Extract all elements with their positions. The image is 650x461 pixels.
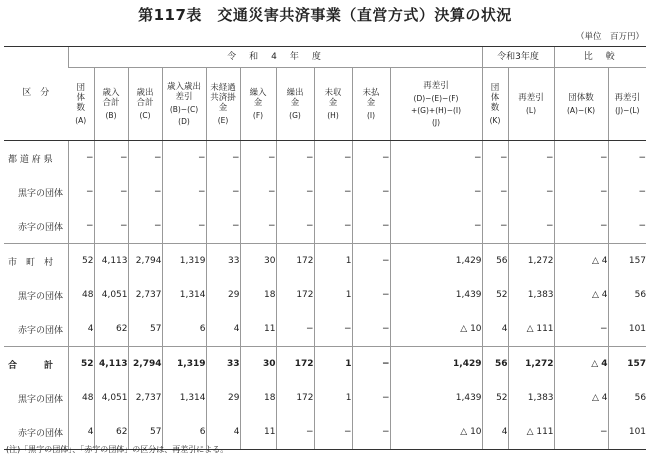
table-cell: 157 — [608, 244, 646, 279]
column-header — [128, 68, 162, 141]
table-cell: 11 — [240, 312, 276, 347]
table-cell: 52 — [482, 278, 508, 312]
table-cell: − — [352, 347, 390, 382]
table-cell: − — [276, 141, 314, 176]
table-cell: 172 — [276, 278, 314, 312]
table-cell: △ 10 — [390, 415, 482, 450]
row-label: 黒字の団体 — [18, 188, 64, 199]
table-cell: − — [206, 209, 240, 244]
column-header — [276, 68, 314, 141]
table-cell: − — [94, 209, 128, 244]
table-cell: 56 — [608, 278, 646, 312]
table-cell: 101 — [608, 415, 646, 450]
table-cell: − — [206, 141, 240, 176]
table-cell: − — [352, 244, 390, 279]
table-cell: − — [240, 141, 276, 176]
table-cell: − — [352, 415, 390, 450]
table-cell: 1,439 — [390, 381, 482, 415]
table-cell: − — [554, 415, 608, 450]
table-cell: − — [240, 175, 276, 209]
group-header-current: 令 和 4 年 度 — [68, 47, 482, 68]
column-header — [390, 68, 482, 141]
table-cell: − — [162, 141, 206, 176]
column-header — [94, 68, 128, 141]
column-header-label: 繰出金 — [286, 87, 304, 108]
table-cell: − — [608, 175, 646, 209]
table-cell: 56 — [482, 244, 508, 279]
table-cell: − — [94, 175, 128, 209]
row-label: 合 計 — [4, 347, 68, 382]
page-title: 第117表 交通災害共済事業（直営方式）決算の状況 — [138, 6, 512, 24]
table-cell: − — [128, 175, 162, 209]
table-cell: △ 4 — [554, 347, 608, 382]
column-header-label: 歳入合計 — [102, 87, 120, 108]
table-cell: − — [482, 209, 508, 244]
row-label: 赤字の団体 — [18, 325, 64, 336]
table-cell: 1,439 — [390, 278, 482, 312]
table-cell: 4,051 — [94, 381, 128, 415]
table-cell: 4 — [482, 312, 508, 347]
table-cell: 57 — [128, 415, 162, 450]
table-cell: 1,429 — [390, 244, 482, 279]
table-cell: − — [94, 141, 128, 176]
table-cell: − — [554, 312, 608, 347]
table-cell: 4 — [68, 312, 94, 347]
column-header-label: 未収金 — [324, 87, 342, 108]
column-header-code: (K) — [489, 116, 501, 126]
column-header — [68, 68, 94, 141]
table-cell: 172 — [276, 347, 314, 382]
table-cell: − — [314, 175, 352, 209]
table-cell: − — [314, 209, 352, 244]
table-row — [4, 312, 646, 347]
column-header — [352, 68, 390, 141]
row-label: 市 町 村 — [4, 244, 68, 279]
group-header-compare: 比 較 — [554, 47, 646, 68]
group-header-prev: 令和3年度 — [482, 47, 554, 68]
column-header-code: (C) — [139, 111, 151, 121]
table-cell: 33 — [206, 347, 240, 382]
column-header-code: +(G)+(H)−(I) — [410, 106, 462, 116]
row-label: 黒字の団体 — [18, 291, 64, 302]
column-header-code: (H) — [327, 111, 339, 121]
column-header-label: 再差引 — [518, 92, 544, 103]
table-cell: △ 10 — [390, 312, 482, 347]
unit-label: （単位 百万円） — [575, 32, 644, 42]
column-header-code: (I) — [366, 111, 376, 121]
table-cell: 2,794 — [128, 347, 162, 382]
column-header-code: (B) — [105, 111, 117, 121]
header-group-row — [4, 47, 646, 68]
table-row — [4, 141, 646, 176]
table-cell: 52 — [482, 381, 508, 415]
table-cell: 2,737 — [128, 381, 162, 415]
table-cell: − — [608, 141, 646, 176]
column-header-code: (J)−(L) — [615, 106, 640, 116]
table-cell: 33 — [206, 244, 240, 279]
table-cell: − — [352, 381, 390, 415]
table-cell: − — [352, 175, 390, 209]
table-cell: 4,113 — [94, 244, 128, 279]
table-cell: − — [128, 209, 162, 244]
table-row — [4, 347, 646, 382]
table-cell: 6 — [162, 415, 206, 450]
table-cell: 57 — [128, 312, 162, 347]
table-cell: 1,383 — [508, 278, 554, 312]
table-cell: 1,319 — [162, 347, 206, 382]
table-cell: 52 — [68, 347, 94, 382]
table-cell: 4,113 — [94, 347, 128, 382]
column-header-code: (D)−(E)−(F) — [413, 94, 459, 104]
column-header — [240, 68, 276, 141]
table-cell: 1,314 — [162, 381, 206, 415]
column-header-label: 団体数 — [490, 82, 500, 114]
row-label-header: 区 分 — [4, 47, 68, 141]
column-header — [206, 68, 240, 141]
table-cell: 52 — [68, 244, 94, 279]
table-cell: − — [482, 141, 508, 176]
table-cell: 4 — [206, 415, 240, 450]
table-cell: 1,429 — [390, 347, 482, 382]
table-cell: 56 — [608, 381, 646, 415]
row-label: 黒字の団体 — [18, 394, 64, 405]
column-header — [608, 68, 646, 141]
table-cell: − — [554, 141, 608, 176]
table-cell: 172 — [276, 244, 314, 279]
column-header-code: (F) — [252, 111, 264, 121]
table-cell: − — [554, 175, 608, 209]
table-body — [4, 141, 646, 450]
column-header-code: (L) — [526, 106, 537, 116]
column-header-code: (A)−(K) — [567, 106, 596, 116]
table-cell: △ 4 — [554, 278, 608, 312]
table-cell: − — [554, 209, 608, 244]
column-header — [482, 68, 508, 141]
table-cell: 4 — [482, 415, 508, 450]
column-header — [508, 68, 554, 141]
table-cell: 101 — [608, 312, 646, 347]
column-header-label: 歳出合計 — [136, 87, 154, 108]
table-cell: − — [390, 209, 482, 244]
table-cell: − — [128, 141, 162, 176]
table-cell: 4 — [68, 415, 94, 450]
table-cell: − — [482, 175, 508, 209]
table-row — [4, 175, 646, 209]
table-cell: − — [276, 312, 314, 347]
table-cell: △ 4 — [554, 244, 608, 279]
table-cell: 29 — [206, 278, 240, 312]
table-cell: 30 — [240, 347, 276, 382]
table-cell: − — [314, 141, 352, 176]
table-cell: 18 — [240, 278, 276, 312]
table-cell: − — [314, 415, 352, 450]
table-cell: 18 — [240, 381, 276, 415]
table-row — [4, 244, 646, 279]
table-cell: 29 — [206, 381, 240, 415]
table-cell: − — [390, 175, 482, 209]
column-header-label: 未経過共済掛金 — [210, 82, 236, 114]
row-label: 都 道 府 県 — [8, 154, 53, 165]
column-header-row — [4, 68, 646, 141]
table-cell: 1,383 — [508, 381, 554, 415]
table-cell: − — [68, 141, 94, 176]
table-cell: 2,794 — [128, 244, 162, 279]
table-cell: 1 — [314, 381, 352, 415]
table-cell: 30 — [240, 244, 276, 279]
table-cell: 157 — [608, 347, 646, 382]
table-cell: − — [352, 312, 390, 347]
table-cell: 1,314 — [162, 278, 206, 312]
table-cell: 4,051 — [94, 278, 128, 312]
table-cell: 48 — [68, 381, 94, 415]
row-label: 赤字の団体 — [4, 415, 68, 450]
table-cell: − — [508, 141, 554, 176]
footnote: (注)「黒字の団体」、「赤字の団体」の区分は、再差引による。 — [6, 445, 229, 454]
column-header — [554, 68, 608, 141]
column-header-label: 歳入歳出差引 — [166, 81, 201, 102]
table-cell: 1 — [314, 347, 352, 382]
table-cell: − — [352, 209, 390, 244]
table-cell: 2,737 — [128, 278, 162, 312]
table-cell: 1,319 — [162, 244, 206, 279]
column-header-code: (E) — [217, 116, 229, 126]
column-header-code: (B)−(C) — [169, 105, 199, 115]
column-header — [314, 68, 352, 141]
column-header-code: (G) — [289, 111, 301, 121]
table-cell: 1 — [314, 278, 352, 312]
table-cell: 1 — [314, 244, 352, 279]
table-row — [4, 278, 646, 312]
column-header-label: 再差引 — [614, 92, 641, 103]
table-cell: − — [206, 175, 240, 209]
table-cell: 4 — [206, 312, 240, 347]
table-cell: △ 111 — [508, 312, 554, 347]
column-header — [162, 68, 206, 141]
table-cell: − — [314, 312, 352, 347]
column-header-label: 未払金 — [362, 87, 380, 108]
row-label: 赤字の団体 — [18, 222, 64, 233]
table-cell: − — [276, 175, 314, 209]
column-header-label: 団体数 — [568, 92, 594, 103]
table-cell: △ 111 — [508, 415, 554, 450]
table-cell: − — [240, 209, 276, 244]
table-row — [4, 381, 646, 415]
table-cell: − — [68, 175, 94, 209]
table-cell: − — [352, 278, 390, 312]
table-cell: 48 — [68, 278, 94, 312]
column-header-code: (A) — [75, 116, 87, 126]
column-header-label: 繰入金 — [249, 87, 267, 108]
table-cell: − — [508, 175, 554, 209]
table-cell: 1,272 — [508, 347, 554, 382]
table-row — [4, 209, 646, 244]
column-header-label: 団体数 — [76, 82, 85, 114]
table-cell: 11 — [240, 415, 276, 450]
table-cell: − — [162, 175, 206, 209]
table-cell: − — [162, 209, 206, 244]
column-header-code: (D) — [178, 117, 190, 127]
table-cell: 56 — [482, 347, 508, 382]
table-cell: 6 — [162, 312, 206, 347]
settlement-table — [4, 46, 646, 450]
table-cell: − — [68, 209, 94, 244]
table-cell: 62 — [94, 415, 128, 450]
table-cell: 1,272 — [508, 244, 554, 279]
table-cell: − — [390, 141, 482, 176]
table-cell: − — [352, 141, 390, 176]
table-cell: 62 — [94, 312, 128, 347]
column-header-label: 再差引 — [423, 80, 449, 91]
table-cell: △ 4 — [554, 381, 608, 415]
column-header-code: (J) — [431, 118, 441, 128]
table-cell: 172 — [276, 381, 314, 415]
table-cell: − — [276, 209, 314, 244]
table-cell: − — [608, 209, 646, 244]
table-cell: − — [508, 209, 554, 244]
table-cell: − — [276, 415, 314, 450]
